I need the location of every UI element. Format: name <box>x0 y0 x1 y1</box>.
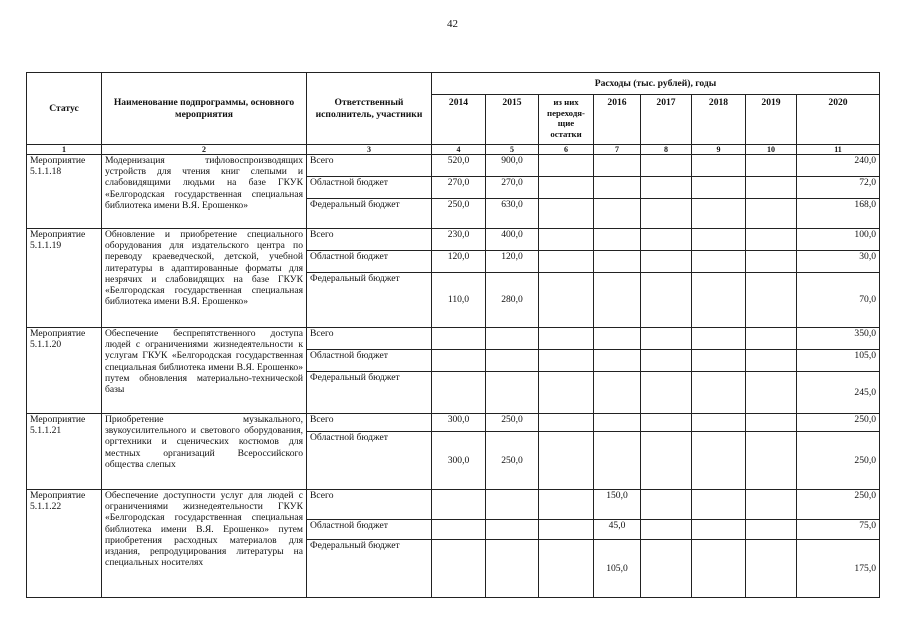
value-2014 <box>432 350 486 372</box>
value-2017 <box>641 490 692 520</box>
col-number: 6 <box>539 145 594 155</box>
value-2019 <box>746 432 797 490</box>
funding-source: Федеральный бюджет <box>307 199 432 229</box>
value-2016 <box>594 328 641 350</box>
value-2017 <box>641 273 692 328</box>
table-row <box>27 490 880 520</box>
value-2014: 110,0 <box>432 273 486 328</box>
value-2019 <box>746 490 797 520</box>
value-2017 <box>641 414 692 432</box>
value-carryover <box>539 414 594 432</box>
value-2015 <box>486 490 539 520</box>
value-2018 <box>692 273 746 328</box>
measure-status: Мероприятие 5.1.1.22 <box>27 490 102 598</box>
header-status: Статус <box>27 73 102 145</box>
value-2020: 168,0 <box>797 199 880 229</box>
value-2020: 70,0 <box>797 273 880 328</box>
value-2017 <box>641 177 692 199</box>
header-year-2019: 2019 <box>746 95 797 145</box>
value-2016 <box>594 155 641 177</box>
header-year-2020: 2020 <box>797 95 880 145</box>
col-number: 5 <box>486 145 539 155</box>
value-2014 <box>432 540 486 598</box>
value-carryover <box>539 251 594 273</box>
col-number: 2 <box>102 145 307 155</box>
value-2019 <box>746 273 797 328</box>
value-2018 <box>692 490 746 520</box>
funding-source: Всего <box>307 490 432 520</box>
value-2015 <box>486 328 539 350</box>
value-2015: 900,0 <box>486 155 539 177</box>
value-2015: 280,0 <box>486 273 539 328</box>
value-2016: 45,0 <box>594 520 641 540</box>
funding-source: Федеральный бюджет <box>307 372 432 414</box>
value-2014: 120,0 <box>432 251 486 273</box>
value-2020: 350,0 <box>797 328 880 350</box>
value-2018 <box>692 372 746 414</box>
header-responsible: Ответственный исполнитель, участники <box>307 73 432 145</box>
header-year-2017: 2017 <box>641 95 692 145</box>
value-carryover <box>539 350 594 372</box>
value-2020: 240,0 <box>797 155 880 177</box>
table-row <box>27 414 880 432</box>
value-carryover <box>539 199 594 229</box>
value-carryover <box>539 520 594 540</box>
value-2018 <box>692 177 746 199</box>
funding-source: Областной бюджет <box>307 520 432 540</box>
value-2017 <box>641 350 692 372</box>
col-number: 8 <box>641 145 692 155</box>
value-carryover <box>539 490 594 520</box>
measure-status: Мероприятие 5.1.1.18 <box>27 155 102 229</box>
value-2014: 300,0 <box>432 432 486 490</box>
value-carryover <box>539 229 594 251</box>
value-2017 <box>641 229 692 251</box>
value-2015 <box>486 350 539 372</box>
value-2019 <box>746 540 797 598</box>
page-number: 42 <box>447 18 458 30</box>
value-2019 <box>746 199 797 229</box>
value-2014: 520,0 <box>432 155 486 177</box>
value-2020: 250,0 <box>797 490 880 520</box>
value-carryover <box>539 273 594 328</box>
value-2016 <box>594 432 641 490</box>
value-2016 <box>594 177 641 199</box>
value-2018 <box>692 520 746 540</box>
col-number: 7 <box>594 145 641 155</box>
funding-source: Областной бюджет <box>307 350 432 372</box>
value-2020: 250,0 <box>797 432 880 490</box>
header-year-2015: 2015 <box>486 95 539 145</box>
value-carryover <box>539 432 594 490</box>
value-2020: 250,0 <box>797 414 880 432</box>
value-2017 <box>641 520 692 540</box>
value-2015: 120,0 <box>486 251 539 273</box>
value-2017 <box>641 540 692 598</box>
value-2018 <box>692 414 746 432</box>
col-number: 11 <box>797 145 880 155</box>
value-carryover <box>539 177 594 199</box>
header-expenses: Расходы (тыс. рублей), годы <box>432 73 880 95</box>
col-number: 1 <box>27 145 102 155</box>
header-carryover: из них переходя-щие остатки <box>539 95 594 145</box>
value-2017 <box>641 372 692 414</box>
value-2015: 250,0 <box>486 432 539 490</box>
measure-name: Обеспечение беспрепятственного доступа людей с ограничениями жизнедеятельности к услугам ГКУК «Белгородская государственная специальная библиотека имени В.Я. Ерошенко» путем обновления материально-технической базы <box>102 328 307 414</box>
value-2018 <box>692 229 746 251</box>
value-2019 <box>746 155 797 177</box>
value-2016 <box>594 350 641 372</box>
value-2020: 72,0 <box>797 177 880 199</box>
value-2019 <box>746 372 797 414</box>
value-2014: 230,0 <box>432 229 486 251</box>
measure-name: Обеспечение доступности услуг для людей с ограничениями жизнедеятельности ГКУК «Белгородская государственная специальная библиотека имени В.Я. Ерошенко» путем приобретения расходных материалов для издания, репродуцирования литературы на специальных носителях <box>102 490 307 598</box>
value-2016 <box>594 372 641 414</box>
value-carryover <box>539 540 594 598</box>
value-carryover <box>539 372 594 414</box>
value-2020: 175,0 <box>797 540 880 598</box>
value-2014 <box>432 328 486 350</box>
header-year-2014: 2014 <box>432 95 486 145</box>
funding-source: Федеральный бюджет <box>307 273 432 328</box>
value-2017 <box>641 251 692 273</box>
table-row <box>27 229 880 251</box>
value-2014: 250,0 <box>432 199 486 229</box>
value-2017 <box>641 199 692 229</box>
budget-table-body <box>27 155 880 598</box>
value-2016: 105,0 <box>594 540 641 598</box>
value-2017 <box>641 328 692 350</box>
value-2019 <box>746 251 797 273</box>
value-2014 <box>432 490 486 520</box>
funding-source: Всего <box>307 229 432 251</box>
value-2016: 150,0 <box>594 490 641 520</box>
col-number: 9 <box>692 145 746 155</box>
value-2018 <box>692 328 746 350</box>
value-2019 <box>746 328 797 350</box>
measure-name: Обновление и приобретение специального оборудования для издательского центра по переводу краеведческой, детской, учебной литературы в адаптированные форматы для незрячих и слабовидящих на базе ГКУК «Белгородская государственная специальная библиотека имени В.Я. Ерошенко» <box>102 229 307 328</box>
value-carryover <box>539 155 594 177</box>
col-number: 4 <box>432 145 486 155</box>
value-2020: 245,0 <box>797 372 880 414</box>
value-2019 <box>746 414 797 432</box>
header-year-2016: 2016 <box>594 95 641 145</box>
value-2016 <box>594 229 641 251</box>
value-carryover <box>539 328 594 350</box>
value-2019 <box>746 350 797 372</box>
value-2016 <box>594 273 641 328</box>
value-2015 <box>486 520 539 540</box>
value-2015 <box>486 372 539 414</box>
value-2016 <box>594 199 641 229</box>
value-2017 <box>641 155 692 177</box>
value-2019 <box>746 177 797 199</box>
value-2018 <box>692 432 746 490</box>
funding-source: Областной бюджет <box>307 432 432 490</box>
value-2015: 630,0 <box>486 199 539 229</box>
value-2014: 270,0 <box>432 177 486 199</box>
value-2015: 250,0 <box>486 414 539 432</box>
funding-source: Всего <box>307 414 432 432</box>
value-2018 <box>692 199 746 229</box>
measure-name: Приобретение музыкального, звукоусилительного и светового оборудования, оргтехники и сценических костюмов для местных организаций Всероссийского общества слепых <box>102 414 307 490</box>
value-2015: 270,0 <box>486 177 539 199</box>
value-2015: 400,0 <box>486 229 539 251</box>
budget-table <box>26 72 880 598</box>
value-2018 <box>692 540 746 598</box>
value-2015 <box>486 540 539 598</box>
column-numbers-row <box>27 145 880 155</box>
funding-source: Областной бюджет <box>307 177 432 199</box>
header-name: Наименование подпрограммы, основного мероприятия <box>102 73 307 145</box>
value-2017 <box>641 432 692 490</box>
value-2014 <box>432 372 486 414</box>
value-2020: 75,0 <box>797 520 880 540</box>
value-2019 <box>746 229 797 251</box>
funding-source: Федеральный бюджет <box>307 540 432 598</box>
value-2014: 300,0 <box>432 414 486 432</box>
table-row <box>27 155 880 177</box>
value-2020: 30,0 <box>797 251 880 273</box>
header-year-2018: 2018 <box>692 95 746 145</box>
measure-status: Мероприятие 5.1.1.20 <box>27 328 102 414</box>
measure-name: Модернизация тифловоспроизводящих устройств для чтения книг слепыми и слабовидящими людьми на базе ГКУК «Белгородская государственная специальная библиотека имени В.Я. Ерошенко» <box>102 155 307 229</box>
funding-source: Областной бюджет <box>307 251 432 273</box>
value-2018 <box>692 251 746 273</box>
value-2018 <box>692 155 746 177</box>
col-number: 10 <box>746 145 797 155</box>
value-2016 <box>594 414 641 432</box>
value-2020: 100,0 <box>797 229 880 251</box>
value-2016 <box>594 251 641 273</box>
value-2014 <box>432 520 486 540</box>
value-2019 <box>746 520 797 540</box>
value-2018 <box>692 350 746 372</box>
funding-source: Всего <box>307 155 432 177</box>
measure-status: Мероприятие 5.1.1.21 <box>27 414 102 490</box>
measure-status: Мероприятие 5.1.1.19 <box>27 229 102 328</box>
funding-source: Всего <box>307 328 432 350</box>
value-2020: 105,0 <box>797 350 880 372</box>
table-row <box>27 328 880 350</box>
col-number: 3 <box>307 145 432 155</box>
